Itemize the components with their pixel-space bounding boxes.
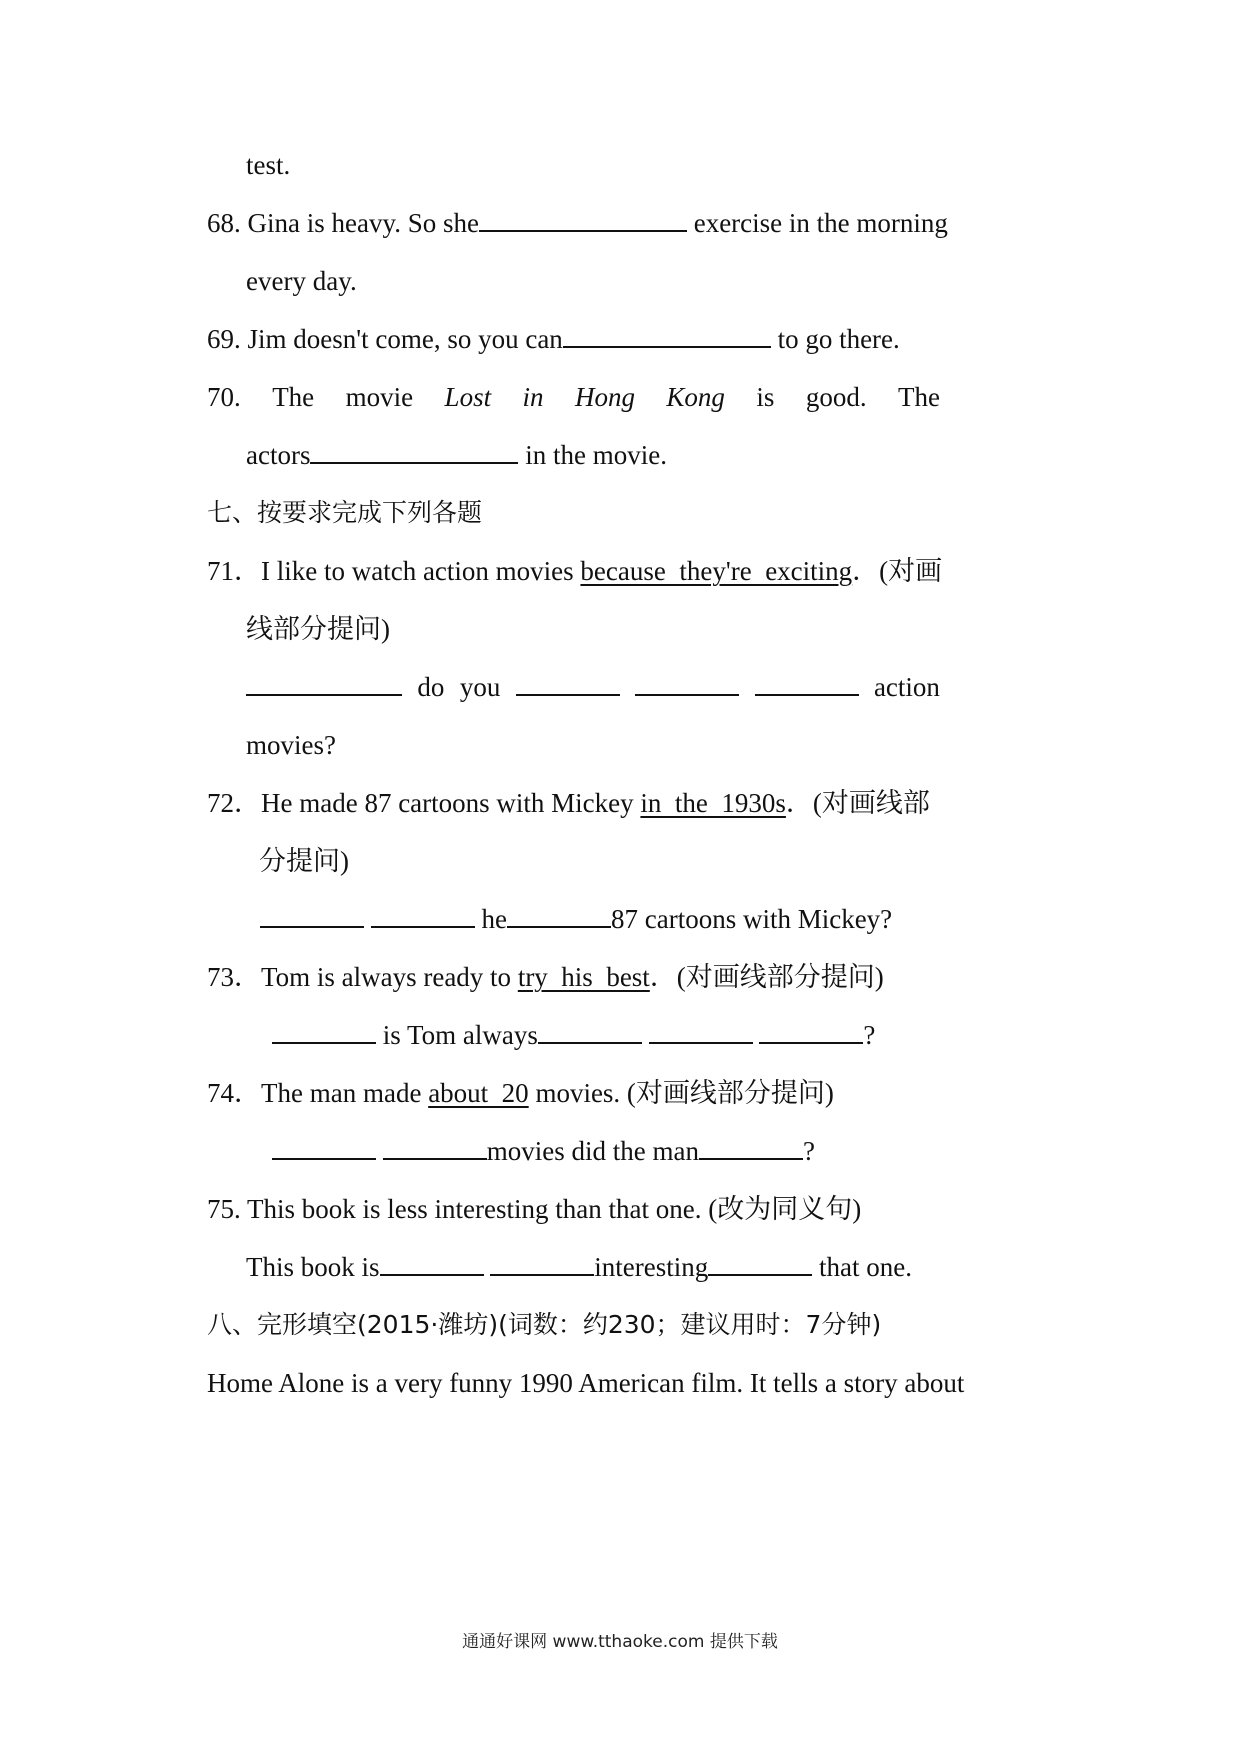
answer-blank[interactable] xyxy=(649,1018,753,1044)
answer-blank[interactable] xyxy=(507,902,611,928)
answer-blank[interactable] xyxy=(310,438,518,464)
answer-blank[interactable] xyxy=(272,1018,376,1044)
answer-blank[interactable] xyxy=(699,1134,803,1160)
question-68-continuation: every day. xyxy=(246,266,357,296)
underlined-phrase: try his best xyxy=(517,962,650,992)
answer-blank[interactable] xyxy=(246,670,402,696)
page-footer: 通通好课网 www.tthaoke.com 提供下载 xyxy=(462,1632,778,1652)
question-72: 72．He made 87 cartoons with Mickey in the 1930s．(对画线部 xyxy=(207,788,930,818)
underlined-phrase: in the 1930s xyxy=(640,788,786,818)
movie-title: Lost xyxy=(444,382,492,412)
section-7-heading: 七、按要求完成下列各题 xyxy=(207,498,483,527)
question-71-continuation: 线部分提问) xyxy=(246,614,390,644)
answer-blank[interactable] xyxy=(755,670,859,696)
movie-title: in xyxy=(522,382,544,412)
answer-blank[interactable] xyxy=(380,1250,484,1276)
answer-blank[interactable] xyxy=(479,206,687,232)
question-71-answer-continuation: movies? xyxy=(246,730,336,760)
question-71: 71．I like to watch action movies because they're exciting．(对画 xyxy=(207,556,943,586)
question-75-answer: This book is interesting that one. xyxy=(246,1252,912,1282)
question-74: 74．The man made about 20 movies. (对画线部分提问) xyxy=(207,1078,834,1108)
answer-blank[interactable] xyxy=(538,1018,642,1044)
answer-blank[interactable] xyxy=(563,322,771,348)
question-70: 70. The movie Lost in Hong Kong is good. The xyxy=(207,382,940,412)
answer-blank[interactable] xyxy=(708,1250,812,1276)
question-69: 69. Jim doesn't come, so you can to go there. xyxy=(207,324,900,354)
answer-blank[interactable] xyxy=(635,670,739,696)
answer-blank[interactable] xyxy=(272,1134,376,1160)
movie-title: Hong xyxy=(574,382,635,412)
answer-blank[interactable] xyxy=(383,1134,487,1160)
question-73-answer: is Tom always ? xyxy=(272,1018,875,1052)
question-67-continuation: test. xyxy=(246,150,291,180)
question-70-continuation: actors in the movie. xyxy=(246,440,667,470)
question-72-answer: he 87 cartoons with Mickey? xyxy=(260,902,892,936)
question-75: 75. This book is less interesting than that one. (改为同义句) xyxy=(207,1194,862,1224)
passage-first-line: Home Alone is a very funny 1990 American film. It tells a story about xyxy=(207,1368,965,1398)
question-72-continuation: 分提问) xyxy=(259,846,349,876)
movie-title: Kong xyxy=(666,382,725,412)
question-73: 73．Tom is always ready to try his best．(对画线部分提问) xyxy=(207,962,884,992)
answer-blank[interactable] xyxy=(490,1250,594,1276)
section-8-heading: 八、完形填空(2015·潍坊)(词数：约230；建议用时：7分钟) xyxy=(207,1310,882,1339)
underlined-phrase: about 20 xyxy=(428,1078,529,1108)
answer-blank[interactable] xyxy=(260,902,364,928)
answer-blank[interactable] xyxy=(371,902,475,928)
question-74-answer: movies did the man ? xyxy=(272,1134,815,1168)
question-71-answer: do you action xyxy=(246,670,940,704)
answer-blank[interactable] xyxy=(759,1018,863,1044)
question-68: 68. Gina is heavy. So she exercise in the morning xyxy=(207,208,948,238)
underlined-phrase: because they're exciting xyxy=(580,556,853,586)
answer-blank[interactable] xyxy=(516,670,620,696)
